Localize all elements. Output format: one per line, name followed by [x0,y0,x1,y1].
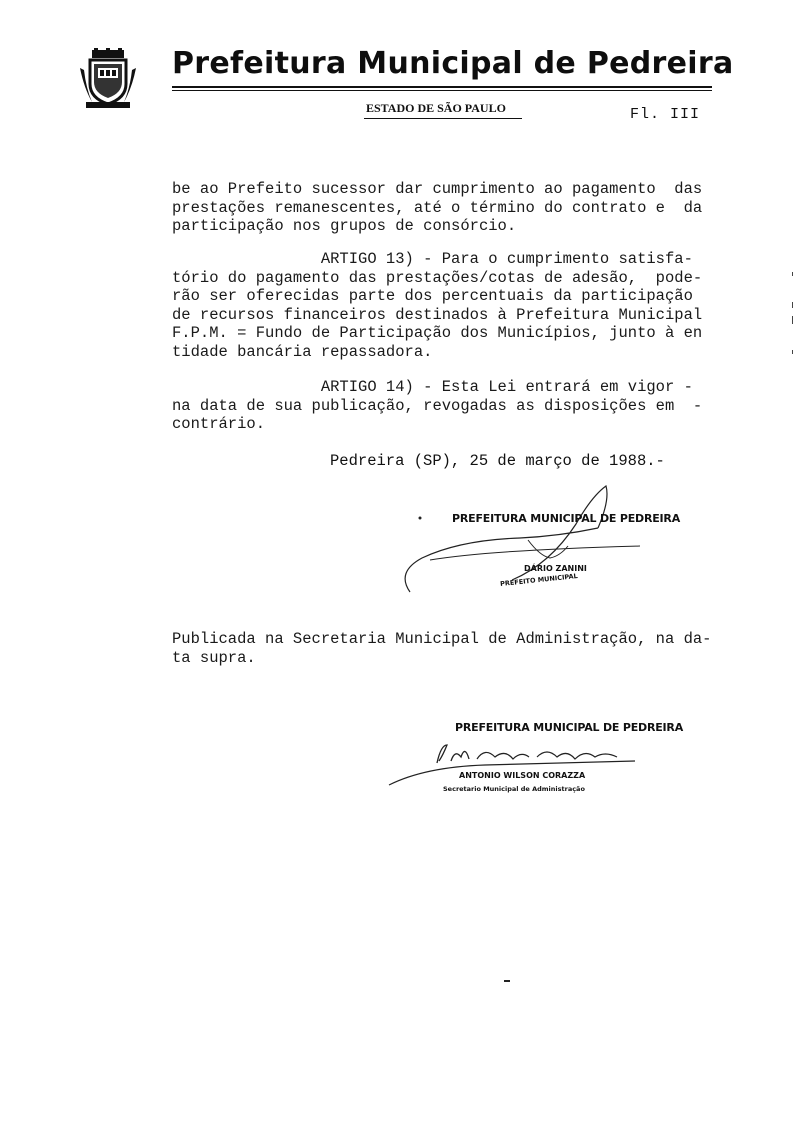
letterhead-title: Prefeitura Municipal de Pedreira [172,46,734,81]
mayor-name: DÁRIO ZANINI [524,564,587,573]
secretary-stamp-text: PREFEITURA MUNICIPAL DE PEDREIRA [455,721,684,734]
state-underline [364,118,522,119]
paragraph-article-14: ARTIGO 14) - Esta Lei entrará em vigor - na data de sua publicação, revogadas as disposições em - contrário. [172,378,703,433]
mayor-role: PREFEITO MUNICIPAL [499,571,579,589]
paragraph-continuation: be ao Prefeito sucessor dar cumprimento ao pagamento das prestações remanescentes, até o término do contrato e da participação nos grupos de consórcio. [172,180,703,235]
paragraph-article-13: ARTIGO 13) - Para o cumprimento satisfa- tório do pagamento das prestações/cotas de adesão, pode- rão ser oferecidas parte dos percentuais da participação de recursos financeiros destinados à Prefeitura Municipal F.P.M. = Fundo de Participação dos Municípios, junto à en tidade bancária repassadora. [172,250,703,361]
secretary-name: ANTONIO WILSON CORAZZA [459,771,586,780]
dateline: Pedreira (SP), 25 de março de 1988.- [330,452,665,470]
scan-artifact-dash [504,980,510,982]
mayor-stamp-text: PREFEITURA MUNICIPAL DE PEDREIRA [452,512,681,525]
letterhead-state: ESTADO DE SÃO PAULO [366,101,506,115]
folio-number: Fl. III [630,106,701,123]
secretary-signature-block [385,715,684,805]
letterhead-rule-thin [172,90,712,91]
scan-margin-marks [790,272,796,362]
publication-note: Publicada na Secretaria Municipal de Administração, na da- ta supra. [172,630,712,667]
mayor-signature-block [400,480,681,600]
municipal-crest-icon [78,48,138,110]
letterhead-rule [172,86,712,88]
secretary-role: Secretario Municipal de Administração [443,785,585,793]
